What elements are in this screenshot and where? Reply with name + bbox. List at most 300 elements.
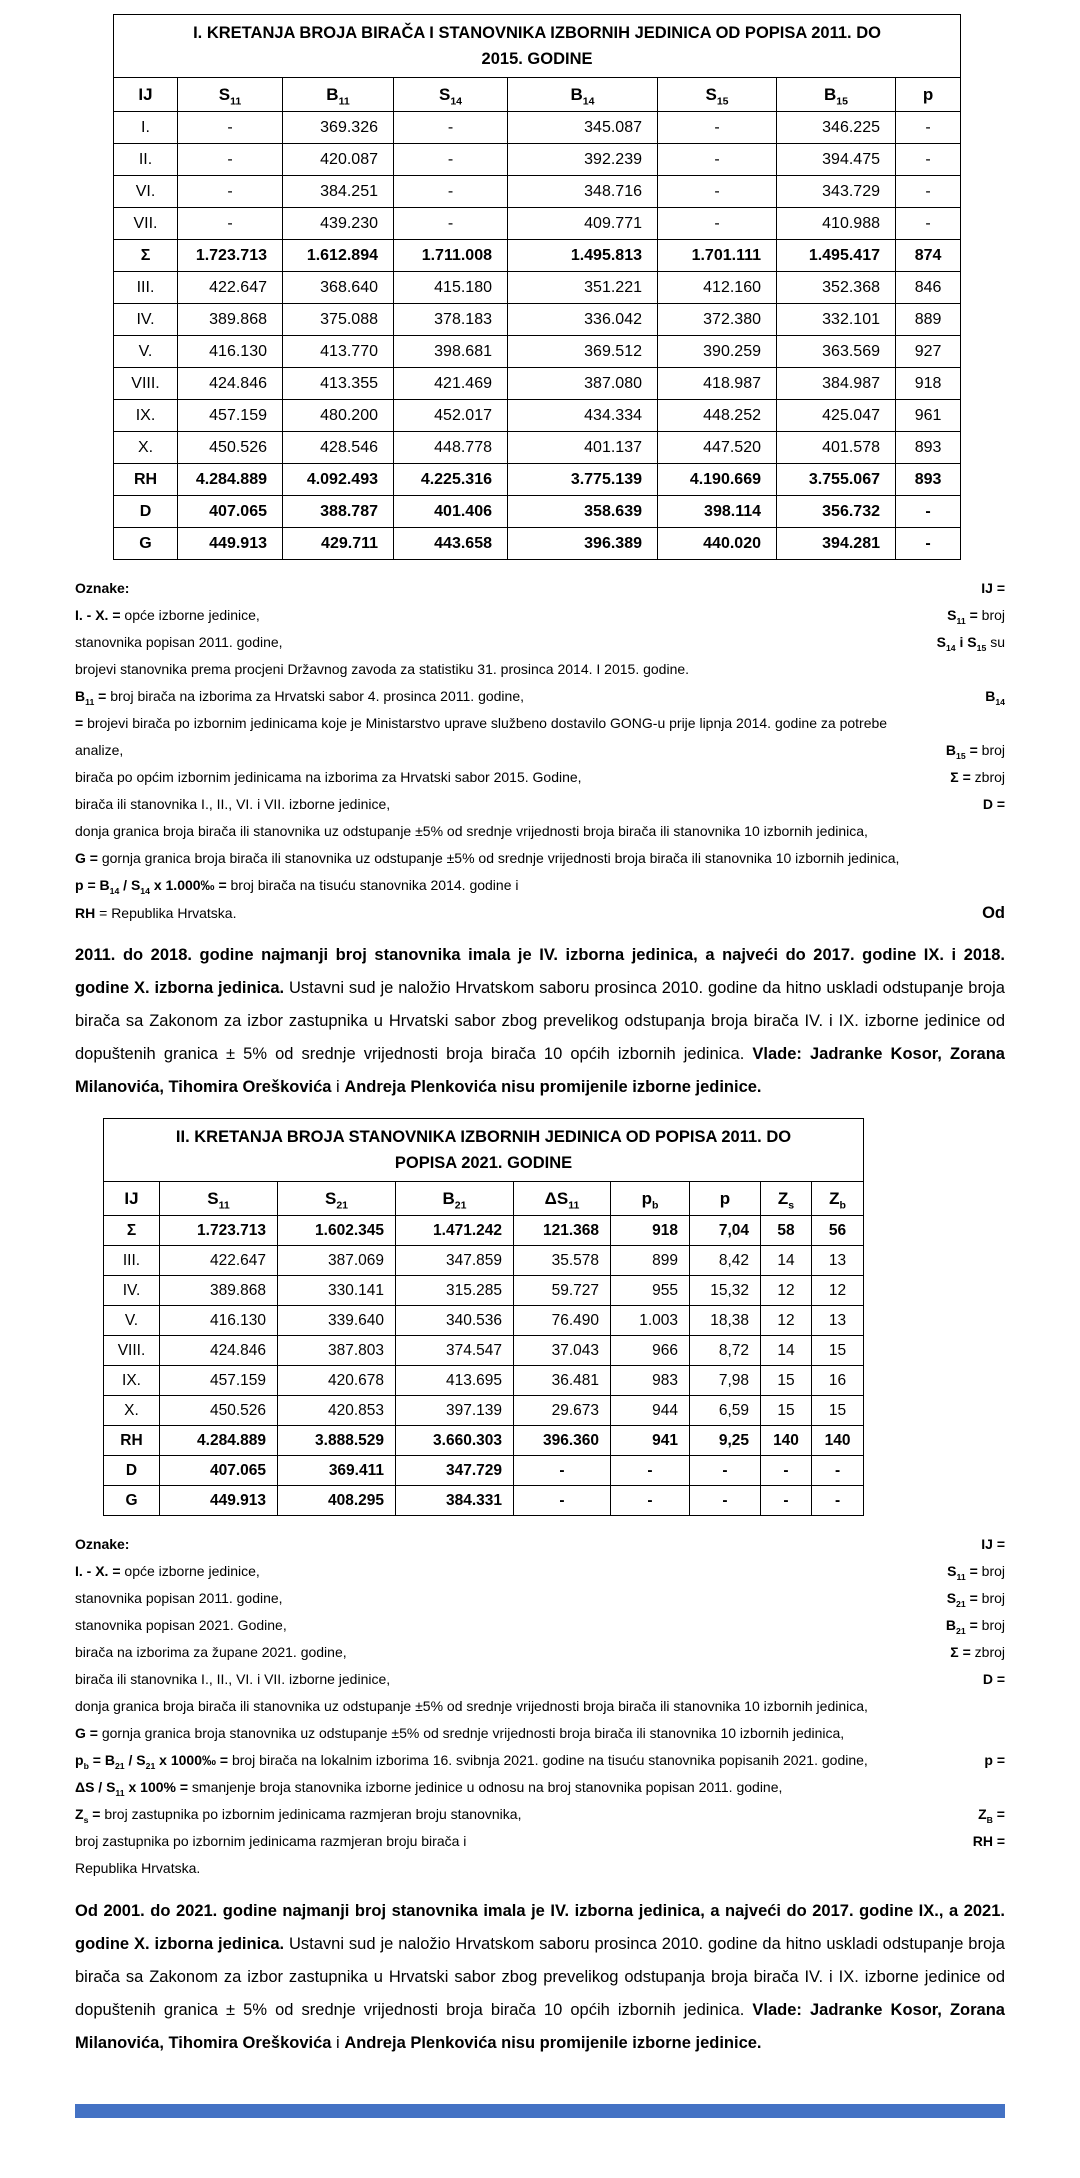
table-cell: - xyxy=(812,1486,864,1516)
table-cell: 347.859 xyxy=(396,1246,514,1276)
table-cell: 449.913 xyxy=(160,1486,278,1516)
table-1-column-header: $B_{15}$ xyxy=(777,78,896,112)
table-1-column-header: p xyxy=(896,78,961,112)
table-cell: 422.647 xyxy=(160,1246,278,1276)
table-cell: 58 xyxy=(761,1216,812,1246)
legend-line xyxy=(75,796,1005,823)
legend-line xyxy=(75,1536,1005,1563)
legend-text-right: $B_{21}$ = broj xyxy=(945,1617,1005,1636)
row-label: IV. xyxy=(104,1276,160,1306)
table-1-column-header: $B_{11}$ xyxy=(283,78,394,112)
legend-text: G = gornja granica broja stanovnika uz odstupanje ±5% od srednje vrijednosti broja birača ili stanovnika 10 izbornih jedinica, xyxy=(75,1725,845,1741)
legend-text: I. - X. = opće izborne jedinice, xyxy=(75,1563,260,1579)
table-cell: 140 xyxy=(812,1426,864,1456)
table-cell: 1.495.813 xyxy=(508,240,658,272)
table-2-column-header: IJ xyxy=(104,1182,160,1216)
legend-line xyxy=(75,607,1005,634)
table-row xyxy=(104,1306,864,1336)
table-cell: 407.065 xyxy=(178,496,283,528)
legend-text-right: D = xyxy=(982,1671,1005,1687)
row-label: RH xyxy=(114,464,178,496)
table-row xyxy=(114,176,961,208)
table-cell: 56 xyxy=(812,1216,864,1246)
table-cell: 412.160 xyxy=(658,272,777,304)
table-cell: 983 xyxy=(611,1366,690,1396)
table-cell: 356.732 xyxy=(777,496,896,528)
row-label: G xyxy=(114,528,178,560)
row-label: III. xyxy=(114,272,178,304)
table-row xyxy=(114,144,961,176)
table-cell: 893 xyxy=(896,432,961,464)
table-cell: 401.137 xyxy=(508,432,658,464)
table-2-column-header: $p_b$ xyxy=(611,1182,690,1216)
table-cell: 424.846 xyxy=(160,1336,278,1366)
legend-text: birača ili stanovnika I., II., VI. i VII. izborne jedinice, xyxy=(75,796,391,812)
table-cell: 447.520 xyxy=(658,432,777,464)
table-1-column-header: IJ xyxy=(114,78,178,112)
legend-text: stanovnika popisan 2021. Godine, xyxy=(75,1617,287,1633)
table-cell: 390.259 xyxy=(658,336,777,368)
table-2-stanovnici-2011-2021 xyxy=(103,1118,864,1516)
table-cell: 7,98 xyxy=(690,1366,761,1396)
table-cell: 14 xyxy=(761,1336,812,1366)
table-cell: 941 xyxy=(611,1426,690,1456)
table-cell: 332.101 xyxy=(777,304,896,336)
table-cell: 966 xyxy=(611,1336,690,1366)
legend-text-right: RH = xyxy=(972,1833,1005,1849)
table-row xyxy=(114,208,961,240)
legend-text: Oznake: xyxy=(75,1536,130,1552)
table-cell: 389.868 xyxy=(160,1276,278,1306)
table-cell: 346.225 xyxy=(777,112,896,144)
table-cell: 961 xyxy=(896,400,961,432)
table-cell: 384.987 xyxy=(777,368,896,400)
table-row xyxy=(114,496,961,528)
table-cell: 8,72 xyxy=(690,1336,761,1366)
table-cell: 452.017 xyxy=(394,400,508,432)
legend-text-right: D = xyxy=(982,796,1005,812)
table-cell: 12 xyxy=(761,1306,812,1336)
table-cell: 351.221 xyxy=(508,272,658,304)
table-cell: - xyxy=(394,176,508,208)
table-row xyxy=(104,1486,864,1516)
row-label: VIII. xyxy=(114,368,178,400)
table-cell: 424.846 xyxy=(178,368,283,400)
table-cell: - xyxy=(394,144,508,176)
table-2-column-header: $S_{11}$ xyxy=(160,1182,278,1216)
row-label: IX. xyxy=(114,400,178,432)
table-cell: 396.360 xyxy=(514,1426,611,1456)
legend-text: ΔS / $S_{11}$ x 100% = smanjenje broja stanovnika izborne jedinice u odnosu na broj stanovnika popisan 2011. godine, xyxy=(75,1779,783,1798)
table-row xyxy=(104,1366,864,1396)
table-row xyxy=(114,432,961,464)
legend-text: Republika Hrvatska. xyxy=(75,1860,201,1876)
row-label: Σ xyxy=(114,240,178,272)
table-cell: 336.042 xyxy=(508,304,658,336)
table-cell: - xyxy=(690,1456,761,1486)
table-2-column-header: $\Delta S_{11}$ xyxy=(514,1182,611,1216)
legend-text: RH = Republika Hrvatska. xyxy=(75,905,237,921)
table-cell: 369.411 xyxy=(278,1456,396,1486)
table-cell: 363.569 xyxy=(777,336,896,368)
table-cell: 315.285 xyxy=(396,1276,514,1306)
table-row xyxy=(104,1276,864,1306)
table-cell: 927 xyxy=(896,336,961,368)
legend-text: broj zastupnika po izbornim jedinicama razmjeran broju birača i xyxy=(75,1833,467,1849)
table-cell: 35.578 xyxy=(514,1246,611,1276)
table-cell: 14 xyxy=(761,1246,812,1276)
table-cell: - xyxy=(761,1456,812,1486)
legend-text: brojevi stanovnika prema procjeni Državnog zavoda za statistiku 31. prosinca 2014. I 2015. godine. xyxy=(75,661,690,677)
legend-line xyxy=(75,1698,1005,1725)
table-cell: 384.251 xyxy=(283,176,394,208)
table-2-column-header: $Z_b$ xyxy=(812,1182,864,1216)
legend-text-right: $S_{21}$ = broj xyxy=(946,1590,1005,1609)
legend-text-right: $S_{11}$ = broj xyxy=(947,1563,1005,1582)
table-row xyxy=(104,1426,864,1456)
legend-line xyxy=(75,1725,1005,1752)
table-cell: 1.711.008 xyxy=(394,240,508,272)
table-cell: 387.803 xyxy=(278,1336,396,1366)
legend-2 xyxy=(75,1536,1005,1887)
table-row xyxy=(104,1246,864,1276)
table-row xyxy=(114,400,961,432)
table-cell: 7,04 xyxy=(690,1216,761,1246)
table-cell: 448.252 xyxy=(658,400,777,432)
table-cell: 4.284.889 xyxy=(160,1426,278,1456)
legend-line xyxy=(75,580,1005,607)
legend-line xyxy=(75,1806,1005,1833)
table-cell: 944 xyxy=(611,1396,690,1426)
legend-text: birača ili stanovnika I., II., VI. i VII. izborne jedinice, xyxy=(75,1671,391,1687)
table-cell: 422.647 xyxy=(178,272,283,304)
legend-line xyxy=(75,1617,1005,1644)
table-cell: - xyxy=(896,176,961,208)
table-cell: 4.190.669 xyxy=(658,464,777,496)
table-cell: 13 xyxy=(812,1246,864,1276)
table-cell: 397.139 xyxy=(396,1396,514,1426)
table-cell: 449.913 xyxy=(178,528,283,560)
row-label: G xyxy=(104,1486,160,1516)
table-cell: 440.020 xyxy=(658,528,777,560)
table-cell: 1.003 xyxy=(611,1306,690,1336)
table-cell: 121.368 xyxy=(514,1216,611,1246)
table-cell: 893 xyxy=(896,464,961,496)
legend-line xyxy=(75,1752,1005,1779)
row-label: IV. xyxy=(114,304,178,336)
legend-text-right: IJ = xyxy=(981,1536,1005,1552)
row-label: RH xyxy=(104,1426,160,1456)
legend-text: donja granica broja birača ili stanovnika uz odstupanje ±5% od srednje vrijednosti broja birača ili stanovnika 10 izbornih jedinica, xyxy=(75,823,868,839)
legend-line xyxy=(75,1860,1005,1887)
table-cell: 413.355 xyxy=(283,368,394,400)
table-cell: 4.092.493 xyxy=(283,464,394,496)
table-cell: 457.159 xyxy=(160,1366,278,1396)
table-cell: 9,25 xyxy=(690,1426,761,1456)
legend-line xyxy=(75,661,1005,688)
legend-line xyxy=(75,715,1005,742)
table-cell: 413.770 xyxy=(283,336,394,368)
table-cell: 340.536 xyxy=(396,1306,514,1336)
table-cell: 396.389 xyxy=(508,528,658,560)
table-cell: 347.729 xyxy=(396,1456,514,1486)
legend-text: I. - X. = opće izborne jedinice, xyxy=(75,607,260,623)
table-cell: 450.526 xyxy=(160,1396,278,1426)
table-cell: - xyxy=(896,496,961,528)
table-cell: 15,32 xyxy=(690,1276,761,1306)
table-1-column-header: $S_{14}$ xyxy=(394,78,508,112)
table-cell: 16 xyxy=(812,1366,864,1396)
legend-text-right: Od xyxy=(982,904,1005,922)
table-2-column-header: $S_{21}$ xyxy=(278,1182,396,1216)
table-cell: - xyxy=(178,176,283,208)
table-cell: 416.130 xyxy=(178,336,283,368)
table-1-title-row xyxy=(114,15,961,78)
legend-text: stanovnika popisan 2011. godine, xyxy=(75,1590,283,1606)
table-cell: - xyxy=(896,528,961,560)
legend-line xyxy=(75,850,1005,877)
row-label: IX. xyxy=(104,1366,160,1396)
table-cell: - xyxy=(178,208,283,240)
row-label: III. xyxy=(104,1246,160,1276)
table-cell: 398.681 xyxy=(394,336,508,368)
table-cell: 339.640 xyxy=(278,1306,396,1336)
table-cell: 874 xyxy=(896,240,961,272)
table-cell: 420.853 xyxy=(278,1396,396,1426)
row-label: X. xyxy=(104,1396,160,1426)
table-1-column-header: $S_{15}$ xyxy=(658,78,777,112)
table-row xyxy=(104,1336,864,1366)
table-cell: 15 xyxy=(761,1366,812,1396)
table-cell: 352.368 xyxy=(777,272,896,304)
legend-text: $B_{11}$ = broj birača na izborima za Hrvatski sabor 4. prosinca 2011. godine, xyxy=(75,688,524,707)
table-2-header-row xyxy=(104,1182,864,1216)
table-cell: 443.658 xyxy=(394,528,508,560)
table-1-column-header: $B_{14}$ xyxy=(508,78,658,112)
table-cell: 4.225.316 xyxy=(394,464,508,496)
legend-text: $Z_s$ = broj zastupnika po izbornim jedinicama razmjeran broju stanovnika, xyxy=(75,1806,522,1825)
table-cell: 388.787 xyxy=(283,496,394,528)
row-label: D xyxy=(104,1456,160,1486)
table-cell: 398.114 xyxy=(658,496,777,528)
row-label: D xyxy=(114,496,178,528)
legend-text-right: Σ = zbroj xyxy=(950,769,1005,785)
table-cell: 429.711 xyxy=(283,528,394,560)
table-row xyxy=(114,272,961,304)
table-row xyxy=(114,464,961,496)
table-cell: 387.069 xyxy=(278,1246,396,1276)
table-cell: 389.868 xyxy=(178,304,283,336)
table-row xyxy=(114,336,961,368)
row-label: V. xyxy=(104,1306,160,1336)
table-cell: 12 xyxy=(761,1276,812,1306)
paragraph-2: Od 2001. do 2021. godine najmanji broj stanovnika imala je IV. izborna jedinica, a najveći do 2017. godine IX., a 2021. godine X. izborna jedinica. Ustavni sud je naložio Hrvatskom saboru prosinca 2010. godine da hitno uskladi odstupanje broja birača sa Zakonom za izbor zastupnika u Hrvatski sabor zbog prevelikog odstupanja broja birača IV. i IX. izborne jedinice od dopuštenih granica ± 5% od srednje vrijednosti broja birača 10 općih izbornih jedinica. Vlade: Jadranke Kosor, Zorana Milanovića, Tihomira Oreškovića i Andreja Plenkovića nisu promijenile izborne jedinice. xyxy=(75,1902,1005,2052)
table-cell: 1.495.417 xyxy=(777,240,896,272)
table-cell: 428.546 xyxy=(283,432,394,464)
table-cell: 392.239 xyxy=(508,144,658,176)
table-cell: 12 xyxy=(812,1276,864,1306)
legend-text: = brojevi birača po izbornim jedinicama koje je Ministarstvo uprave službeno dostavilo GONG-u prije lipnja 2014. godine za potrebe xyxy=(75,715,888,731)
table-cell: 1.723.713 xyxy=(160,1216,278,1246)
table-cell: - xyxy=(896,112,961,144)
table-cell: 378.183 xyxy=(394,304,508,336)
row-label: VIII. xyxy=(104,1336,160,1366)
table-1-body xyxy=(114,112,961,560)
table-row xyxy=(114,112,961,144)
table-1-header-row xyxy=(114,78,961,112)
legend-text: analize, xyxy=(75,742,124,758)
table-2-column-header: $Z_s$ xyxy=(761,1182,812,1216)
table-cell: - xyxy=(658,112,777,144)
bottom-blue-bar xyxy=(75,2104,1005,2118)
table-cell: 407.065 xyxy=(160,1456,278,1486)
table-cell: - xyxy=(812,1456,864,1486)
legend-line xyxy=(75,1590,1005,1617)
table-2-title-row xyxy=(104,1119,864,1182)
table-row xyxy=(114,528,961,560)
table-cell: 413.695 xyxy=(396,1366,514,1396)
legend-text: birača po općim izbornim jedinicama na izborima za Hrvatski sabor 2015. Godine, xyxy=(75,769,582,785)
table-cell: 384.331 xyxy=(396,1486,514,1516)
table-cell: 457.159 xyxy=(178,400,283,432)
table-cell: 368.640 xyxy=(283,272,394,304)
table-cell: - xyxy=(611,1486,690,1516)
table-cell: - xyxy=(394,208,508,240)
table-cell: 415.180 xyxy=(394,272,508,304)
row-label: VI. xyxy=(114,176,178,208)
table-cell: - xyxy=(658,208,777,240)
legend-line xyxy=(75,688,1005,715)
legend-text: Oznake: xyxy=(75,580,130,596)
table-cell: 369.326 xyxy=(283,112,394,144)
legend-line xyxy=(75,1563,1005,1590)
table-cell: 420.678 xyxy=(278,1366,396,1396)
table-2-column-header: $B_{21}$ xyxy=(396,1182,514,1216)
table-cell: 448.778 xyxy=(394,432,508,464)
legend-text-right: IJ = xyxy=(981,580,1005,596)
table-1-title: I. KRETANJA BROJA BIRAČA I STANOVNIKA IZBORNIH JEDINICA OD POPISA 2011. DO 2015. GODINE xyxy=(114,15,961,78)
table-cell: - xyxy=(896,144,961,176)
table-cell: 1.701.111 xyxy=(658,240,777,272)
table-cell: 846 xyxy=(896,272,961,304)
table-cell: - xyxy=(178,144,283,176)
table-cell: 3.660.303 xyxy=(396,1426,514,1456)
table-cell: - xyxy=(514,1456,611,1486)
table-cell: - xyxy=(658,176,777,208)
table-cell: 387.080 xyxy=(508,368,658,400)
legend-line xyxy=(75,823,1005,850)
table-cell: - xyxy=(658,144,777,176)
table-cell: 8,42 xyxy=(690,1246,761,1276)
table-cell: 410.988 xyxy=(777,208,896,240)
table-cell: 3.755.067 xyxy=(777,464,896,496)
table-cell: 421.469 xyxy=(394,368,508,400)
table-cell: 408.295 xyxy=(278,1486,396,1516)
row-label: I. xyxy=(114,112,178,144)
legend-line xyxy=(75,1644,1005,1671)
table-row xyxy=(114,368,961,400)
table-cell: 358.639 xyxy=(508,496,658,528)
table-cell: 899 xyxy=(611,1246,690,1276)
paragraph-1: 2011. do 2018. godine najmanji broj stanovnika imala je IV. izborna jedinica, a najveći do 2017. godine IX. i 2018. godine X. izborna jedinica. Ustavni sud je naložio Hrvatskom saboru prosinca 2010. godine da hitno uskladi odstupanje broja birača sa Zakonom za izbor zastupnika u Hrvatski sabor zbog prevelikog odstupanja broja birača IV. i IX. izborne jedinice od dopuštenih granica ± 5% od srednje vrijednosti broja birača 10 općih izbornih jedinica. Vlade: Jadranke Kosor, Zorana Milanovića, Tihomira Oreškovića i Andreja Plenkovića nisu promijenile izborne jedinice. xyxy=(75,946,1005,1096)
table-1-biraci-2011-2015 xyxy=(113,14,961,560)
legend-text-right: $S_{14}$ i $S_{15}$ su xyxy=(936,634,1005,653)
legend-text-right: Σ = zbroj xyxy=(950,1644,1005,1660)
legend-line xyxy=(75,877,1005,904)
legend-text: stanovnika popisan 2011. godine, xyxy=(75,634,283,650)
table-2-column-header: p xyxy=(690,1182,761,1216)
table-cell: 401.578 xyxy=(777,432,896,464)
table-cell: 6,59 xyxy=(690,1396,761,1426)
table-cell: 394.281 xyxy=(777,528,896,560)
table-cell: 76.490 xyxy=(514,1306,611,1336)
table-cell: 29.673 xyxy=(514,1396,611,1426)
table-cell: 374.547 xyxy=(396,1336,514,1366)
table-cell: 439.230 xyxy=(283,208,394,240)
legend-text-right: $S_{11}$ = broj xyxy=(947,607,1005,626)
table-cell: 36.481 xyxy=(514,1366,611,1396)
table-2-body xyxy=(104,1216,864,1516)
legend-text: $p_b = B_{21} / S_{21}$ x 1000‰ = broj birača na lokalnim izborima 16. svibnja 2021. godine na tisuću stanovnika popisanih 2021. godine, xyxy=(75,1752,868,1771)
row-label: X. xyxy=(114,432,178,464)
row-label: V. xyxy=(114,336,178,368)
table-cell: 4.284.889 xyxy=(178,464,283,496)
table-cell: 15 xyxy=(812,1336,864,1366)
table-cell: 15 xyxy=(761,1396,812,1426)
table-cell: - xyxy=(761,1486,812,1516)
table-cell: 330.141 xyxy=(278,1276,396,1306)
table-cell: - xyxy=(394,112,508,144)
legend-line xyxy=(75,1671,1005,1698)
table-cell: 401.406 xyxy=(394,496,508,528)
legend-text-right: $B_{14}$ xyxy=(985,688,1005,707)
table-cell: 13 xyxy=(812,1306,864,1336)
table-cell: 1.723.713 xyxy=(178,240,283,272)
legend-text: donja granica broja birača ili stanovnika uz odstupanje ±5% od srednje vrijednosti broja birača ili stanovnika 10 izbornih jedinica, xyxy=(75,1698,868,1714)
row-label: Σ xyxy=(104,1216,160,1246)
table-2-title: II. KRETANJA BROJA STANOVNIKA IZBORNIH JEDINICA OD POPISA 2011. DO POPISA 2021. GODINE xyxy=(104,1119,864,1182)
table-row xyxy=(114,304,961,336)
row-label: II. xyxy=(114,144,178,176)
table-row xyxy=(114,240,961,272)
legend-line xyxy=(75,1833,1005,1860)
table-cell: 59.727 xyxy=(514,1276,611,1306)
table-cell: 372.380 xyxy=(658,304,777,336)
legend-line xyxy=(75,634,1005,661)
table-1-column-header: $S_{11}$ xyxy=(178,78,283,112)
table-cell: 434.334 xyxy=(508,400,658,432)
table-cell: 375.088 xyxy=(283,304,394,336)
table-cell: 420.087 xyxy=(283,144,394,176)
table-cell: - xyxy=(896,208,961,240)
table-cell: 3.888.529 xyxy=(278,1426,396,1456)
table-cell: 889 xyxy=(896,304,961,336)
table-cell: 345.087 xyxy=(508,112,658,144)
table-cell: 918 xyxy=(896,368,961,400)
legend-text-right: $B_{15}$ = broj xyxy=(945,742,1005,761)
table-cell: 369.512 xyxy=(508,336,658,368)
table-row xyxy=(104,1456,864,1486)
legend-text: $p = B_{14} / S_{14}$ x 1.000‰ = broj birača na tisuću stanovnika 2014. godine i xyxy=(75,877,519,896)
table-cell: 37.043 xyxy=(514,1336,611,1366)
table-cell: - xyxy=(178,112,283,144)
table-cell: 955 xyxy=(611,1276,690,1306)
table-cell: 1.602.345 xyxy=(278,1216,396,1246)
table-cell: 15 xyxy=(812,1396,864,1426)
table-cell: 480.200 xyxy=(283,400,394,432)
table-cell: 409.771 xyxy=(508,208,658,240)
table-cell: 394.475 xyxy=(777,144,896,176)
